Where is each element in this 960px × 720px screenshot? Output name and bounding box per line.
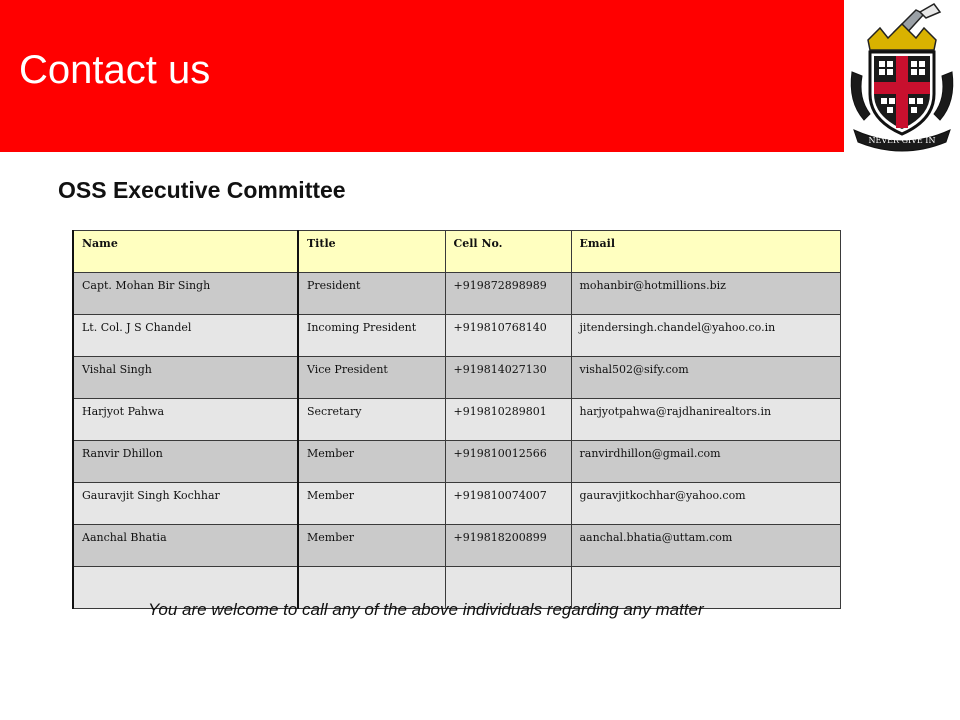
crest-emblem (846, 2, 958, 152)
page-title: Contact us (19, 48, 211, 92)
column-header-title: Title (298, 231, 445, 273)
member-email: gauravjitkochhar@yahoo.com (571, 483, 840, 525)
table-header-row (73, 231, 840, 273)
member-phone: +919872898989 (445, 273, 571, 315)
member-email: harjyotpahwa@rajdhanirealtors.in (571, 399, 840, 441)
member-name: Gauravjit Singh Kochhar (73, 483, 298, 525)
member-name: Harjyot Pahwa (73, 399, 298, 441)
member-phone: +919810012566 (445, 441, 571, 483)
crest-motto: NEVER GIVE IN (868, 136, 936, 145)
school-crest-logo (846, 2, 958, 152)
header-banner (0, 0, 844, 152)
member-title: Member (298, 525, 445, 567)
member-title: Member (298, 483, 445, 525)
column-header-email: Email (571, 231, 840, 273)
member-title: President (298, 273, 445, 315)
table-row (73, 441, 840, 483)
column-header-name: Name (73, 231, 298, 273)
member-name: Ranvir Dhillon (73, 441, 298, 483)
member-phone: +919810289801 (445, 399, 571, 441)
member-title: Member (298, 441, 445, 483)
member-email: vishal502@sify.com (571, 357, 840, 399)
table-row (73, 273, 840, 315)
table-row (73, 483, 840, 525)
member-phone: +919814027130 (445, 357, 571, 399)
column-header-cell-no: Cell No. (445, 231, 571, 273)
member-email: mohanbir@hotmillions.biz (571, 273, 840, 315)
table-row (73, 357, 840, 399)
member-phone: +919810768140 (445, 315, 571, 357)
section-title: OSS Executive Committee (58, 177, 346, 203)
member-email: jitendersingh.chandel@yahoo.co.in (571, 315, 840, 357)
footnote-text: You are welcome to call any of the above individuals regarding any matter (148, 600, 704, 619)
member-name: Lt. Col. J S Chandel (73, 315, 298, 357)
member-email: ranvirdhillon@gmail.com (571, 441, 840, 483)
member-email: aanchal.bhatia@uttam.com (571, 525, 840, 567)
member-title: Incoming President (298, 315, 445, 357)
table-row (73, 525, 840, 567)
member-phone: +919818200899 (445, 525, 571, 567)
member-name: Vishal Singh (73, 357, 298, 399)
committee-table (72, 230, 841, 609)
member-phone: +919810074007 (445, 483, 571, 525)
member-title: Vice President (298, 357, 445, 399)
member-name: Aanchal Bhatia (73, 525, 298, 567)
table-row (73, 399, 840, 441)
member-title: Secretary (298, 399, 445, 441)
table-row (73, 315, 840, 357)
member-name: Capt. Mohan Bir Singh (73, 273, 298, 315)
